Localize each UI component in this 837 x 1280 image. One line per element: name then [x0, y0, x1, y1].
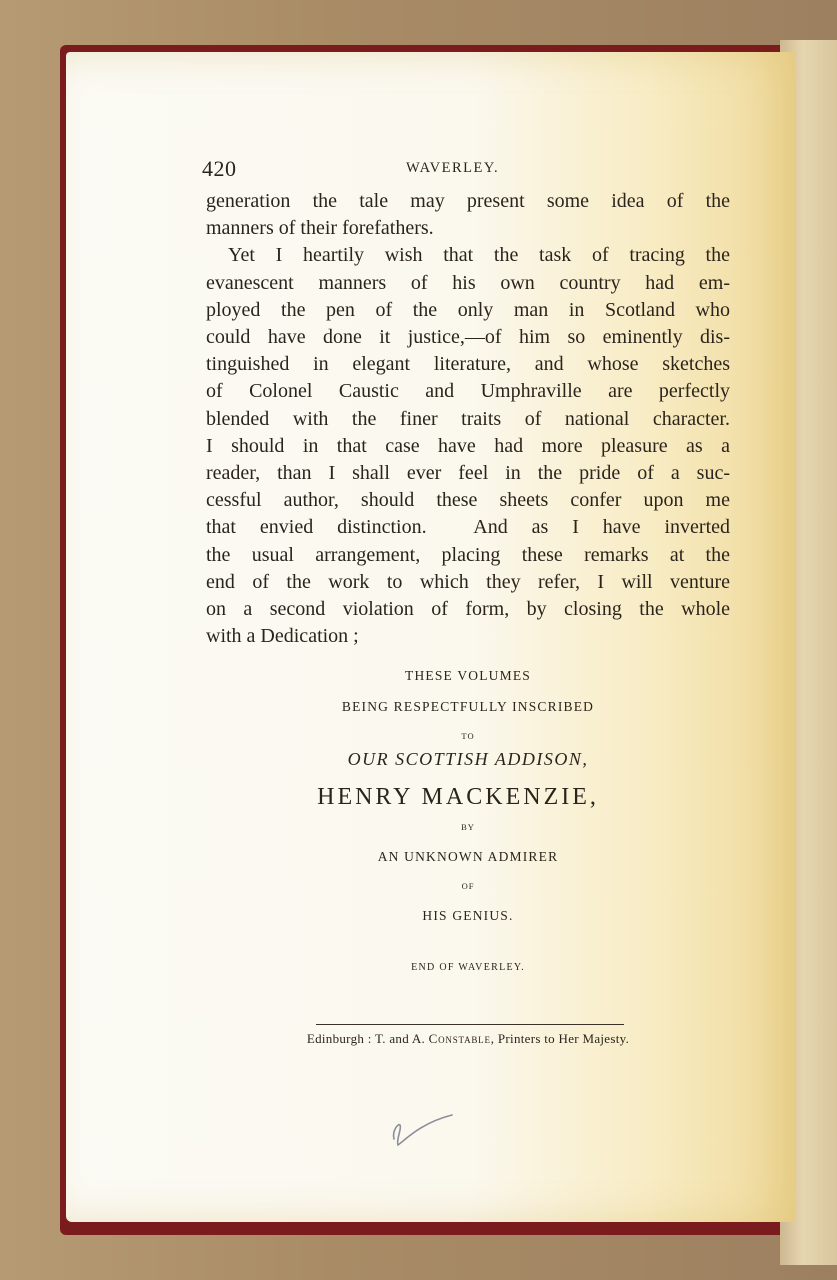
- text-line: the usual arrangement, placing these remarks at the: [206, 543, 730, 566]
- text-line: ployed the pen of the only man in Scotland who: [206, 298, 730, 321]
- text-line: tinguished in elegant literature, and whose sketches: [206, 353, 730, 376]
- imprint: [206, 1031, 730, 1047]
- text-line: I should in that case have had more pleasure as a: [206, 434, 730, 457]
- text-line: of Colonel Caustic and Umphraville are perfectly: [206, 380, 730, 403]
- dedication-line: HIS GENIUS.: [422, 908, 514, 923]
- dedication-line: BY: [461, 822, 475, 832]
- dedication-line: OF: [461, 881, 475, 891]
- text-line: manners of their forefathers.: [206, 217, 434, 240]
- text-line: end of the work to which they refer, I will venture: [206, 570, 730, 593]
- body-text: [206, 188, 730, 650]
- text-line: with a Dedication ;: [206, 625, 359, 648]
- dedication-line: THESE VOLUMES: [405, 668, 531, 683]
- text-line: Yet I heartily wish that the task of tracing the: [228, 244, 730, 267]
- page-number: 420: [202, 156, 237, 181]
- pencil-check-mark: [390, 1105, 460, 1150]
- text-line: that envied distinction. And as I have inverted: [206, 516, 730, 539]
- imprint-rule: [316, 1024, 624, 1025]
- text-line: reader, than I shall ever feel in the pride of a suc-: [206, 462, 730, 485]
- dedication-line: AN UNKNOWN ADMIRER: [377, 849, 559, 864]
- dedication-name: HENRY MACKENZIE,: [317, 784, 599, 810]
- imprint-printer: Constable: [428, 1031, 491, 1046]
- text-line: could have done it justice,—of him so eminently dis-: [206, 326, 730, 349]
- dedication-line: OUR SCOTTISH ADDISON,: [347, 749, 589, 769]
- text-line: on a second violation of form, by closing the whole: [206, 598, 730, 621]
- text-line: cessful author, should these sheets confer upon me: [206, 489, 730, 512]
- text-line: generation the tale may present some idea of the: [206, 190, 730, 212]
- dedication-line: BEING RESPECTFULLY INSCRIBED: [341, 699, 595, 714]
- page-header: [202, 148, 730, 188]
- end-note: END OF WAVERLEY.: [411, 962, 525, 973]
- page-content: [202, 148, 730, 650]
- text-line: evanescent manners of his own country had em-: [206, 271, 730, 294]
- imprint-prefix: Edinburgh : T. and A.: [306, 1031, 429, 1046]
- running-head: WAVERLEY.: [406, 160, 500, 176]
- dedication-line: TO: [461, 731, 475, 741]
- imprint-suffix: , Printers to Her Majesty.: [490, 1031, 630, 1046]
- text-line: blended with the finer traits of national character.: [206, 407, 730, 430]
